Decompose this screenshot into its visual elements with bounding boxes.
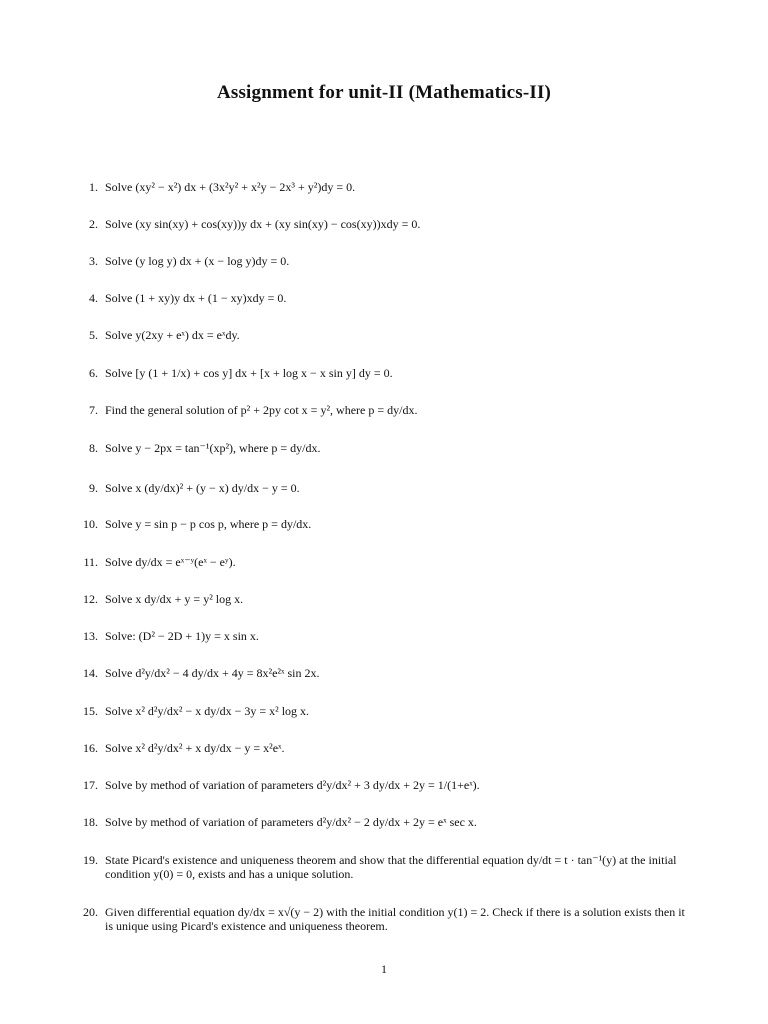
item-text: Solve d²y/dx² − 4 dy/dx + 4y = 8x²e²ˣ sin 2x.	[105, 666, 320, 680]
item-text: Solve by method of variation of parameters d²y/dx² + 3 dy/dx + 2y = 1/(1+eˣ).	[105, 778, 480, 792]
item-text: Solve (xy² − x²) dx + (3x²y² + x²y − 2x³ + y²)dy = 0.	[105, 180, 356, 194]
item-number: 20.	[83, 905, 98, 919]
page-number: 1	[381, 962, 387, 976]
item-number: 1.	[89, 180, 98, 194]
item-number: 9.	[89, 481, 98, 495]
item-text: Solve x² d²y/dx² + x dy/dx − y = x²eˣ.	[105, 741, 285, 755]
item-text: Solve x² d²y/dx² − x dy/dx − 3y = x² log x.	[105, 704, 310, 718]
item-number: 14.	[83, 666, 98, 680]
item-text: Solve dy/dx = eˣ⁻ʸ(eˣ − eʸ).	[105, 555, 236, 569]
item-number: 16.	[83, 741, 98, 755]
item-number: 2.	[89, 217, 98, 231]
item-number: 17.	[83, 778, 98, 792]
item-text: Solve [y (1 + 1/x) + cos y] dx + [x + log x − x sin y] dy = 0.	[105, 366, 393, 380]
item-number: 13.	[83, 629, 98, 643]
item-number: 15.	[83, 704, 98, 718]
item-number: 19.	[83, 853, 98, 867]
item-number: 7.	[89, 403, 98, 417]
item-text: Solve (y log y) dx + (x − log y)dy = 0.	[105, 254, 290, 268]
item-text: Solve y − 2px = tan⁻¹(xp²), where p = dy/dx.	[105, 441, 321, 455]
item-number: 3.	[89, 254, 98, 268]
item-text: Solve (xy sin(xy) + cos(xy))y dx + (xy sin(xy) − cos(xy))xdy = 0.	[105, 217, 421, 231]
item-text: Solve x dy/dx + y = y² log x.	[105, 592, 244, 606]
item-text: Solve y = sin p − p cos p, where p = dy/dx.	[105, 517, 312, 531]
item-number: 8.	[89, 441, 98, 455]
item-text: Solve (1 + xy)y dx + (1 − xy)xdy = 0.	[105, 291, 287, 305]
item-text: Solve x (dy/dx)² + (y − x) dy/dx − y = 0.	[105, 481, 300, 495]
item-number: 18.	[83, 815, 98, 829]
item-number: 12.	[83, 592, 98, 606]
item-text: Find the general solution of p² + 2py cot x = y², where p = dy/dx.	[105, 403, 418, 417]
item-number: 11.	[83, 555, 98, 569]
item-number: 4.	[89, 291, 98, 305]
item-number: 10.	[83, 517, 98, 531]
item-number: 6.	[89, 366, 98, 380]
item-number: 5.	[89, 328, 98, 342]
page-title: Assignment for unit-II (Mathematics-II)	[216, 82, 552, 103]
item-text: Solve by method of variation of parameters d²y/dx² − 2 dy/dx + 2y = eˣ sec x.	[105, 815, 477, 829]
item-text: Solve y(2xy + eˣ) dx = eˣdy.	[105, 328, 240, 342]
item-text: Given differential equation dy/dx = x√(y − 2) with the initial condition y(1) = 2. Check if there is a solution exists then it is unique using Picard's existence and uniqueness theorem.	[105, 905, 685, 933]
item-text: Solve: (D² − 2D + 1)y = x sin x.	[105, 629, 259, 643]
item-text: State Picard's existence and uniqueness theorem and show that the differential equation dy/dt = t · tan⁻¹(y) at the initial condition y(0) = 0, exists and has a unique solution.	[105, 853, 677, 881]
